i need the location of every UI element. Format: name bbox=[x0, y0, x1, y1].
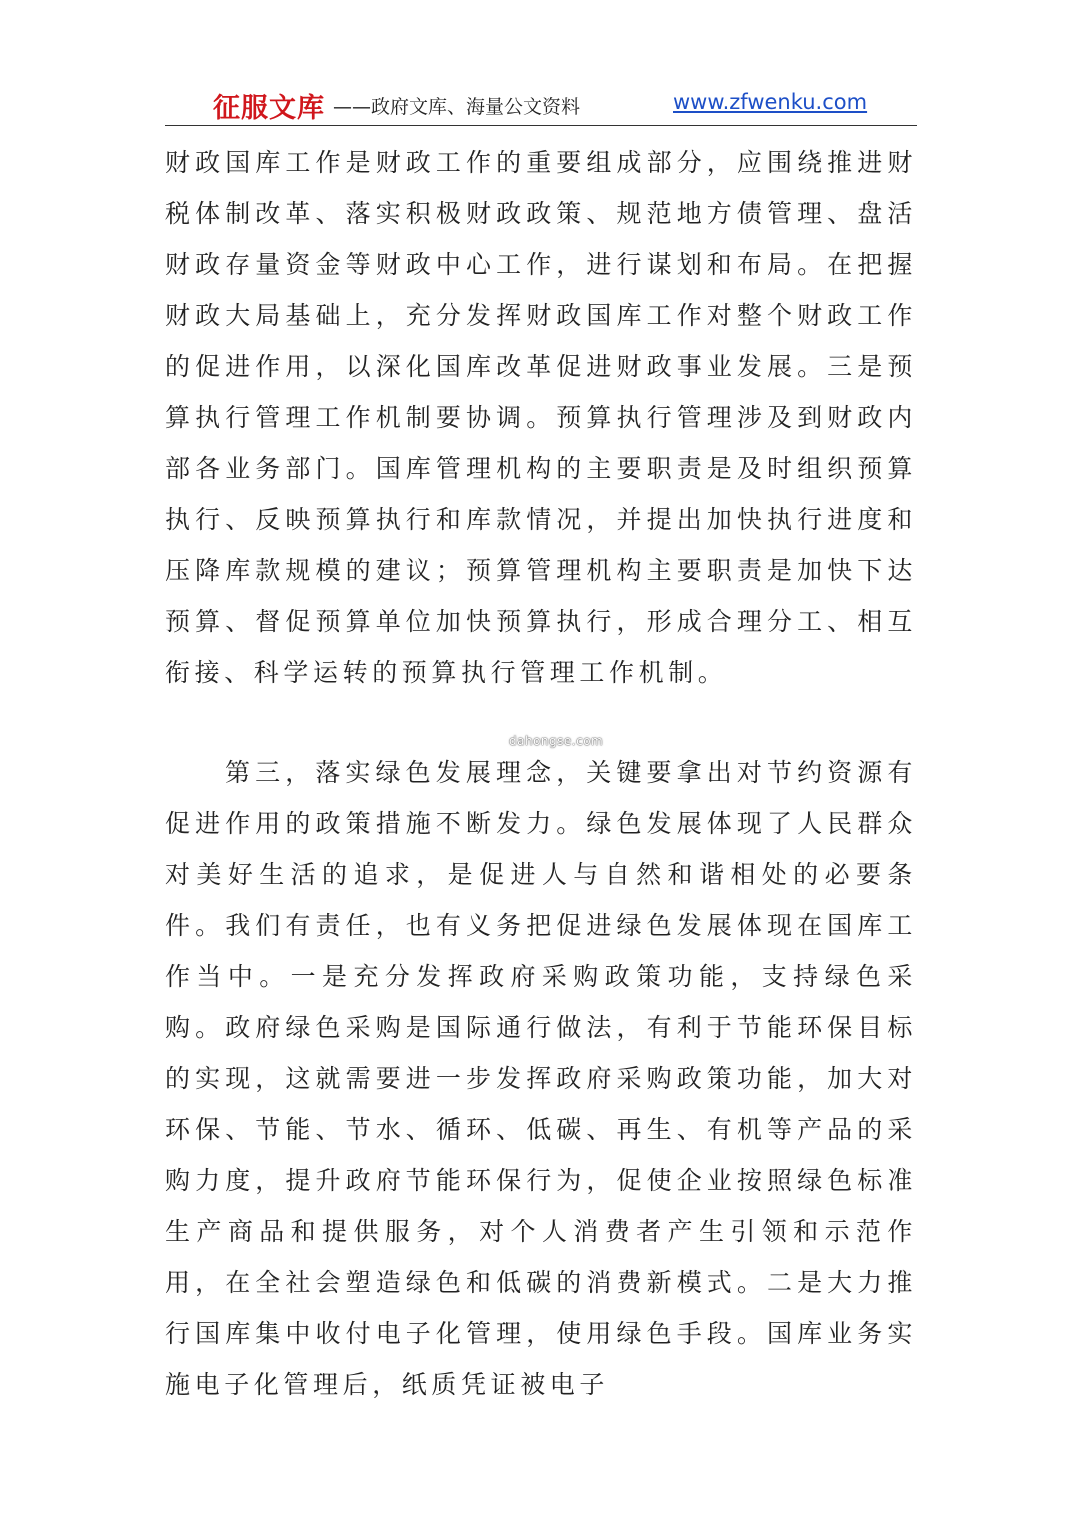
header-divider bbox=[165, 125, 917, 126]
brand-logo-text: 征服文库 bbox=[213, 93, 325, 124]
header-tagline: ——政府文库、海量公文资料 bbox=[333, 96, 581, 118]
page-header bbox=[165, 84, 917, 126]
site-url-link[interactable]: www.zfwenku.com bbox=[673, 90, 868, 114]
body-paragraph-1: 财政国库工作是财政工作的重要组成部分，应围绕推进财税体制改革、落实积极财政政策、规范地方债管理、盘活财政存量资金等财政中心工作，进行谋划和布局。在把握财政大局基础上，充分发挥财政国库工作对整个财政工作的促进作用，以深化国库改革促进财政事业发展。三是预算执行管理工作机制要协调。预算执行管理涉及到财政内部各业务部门。国库管理机构的主要职责是及时组织预算执行、反映预算执行和库款情况，并提出加快执行进度和压降库款规模的建议；预算管理机构主要职责是加快下达预算、督促预算单位加快预算执行，形成合理分工、相互衔接、科学运转的预算执行管理工作机制。 bbox=[165, 148, 917, 687]
body-paragraph-2: 第三，落实绿色发展理念，关键要拿出对节约资源有促进作用的政策措施不断发力。绿色发展体现了人民群众对美好生活的追求，是促进人与自然和谐相处的必要条件。我们有责任，也有义务把促进绿色发展体现在国库工作当中。一是充分发挥政府采购政策功能，支持绿色采购。政府绿色采购是国际通行做法，有利于节能环保目标的实现，这就需要进一步发挥政府采购政策功能，加大对环保、节能、节水、循环、低碳、再生、有机等产品的采购力度，提升政府节能环保行为，促使企业按照绿色标准生产商品和提供服务，对个人消费者产生引领和示范作用，在全社会塑造绿色和低碳的消费新模式。二是大力推行国库集中收付电子化管理，使用绿色手段。国库业务实施电子化管理后，纸质凭证被电子 bbox=[165, 758, 917, 1399]
watermark-text: dahongse.com bbox=[509, 734, 604, 748]
